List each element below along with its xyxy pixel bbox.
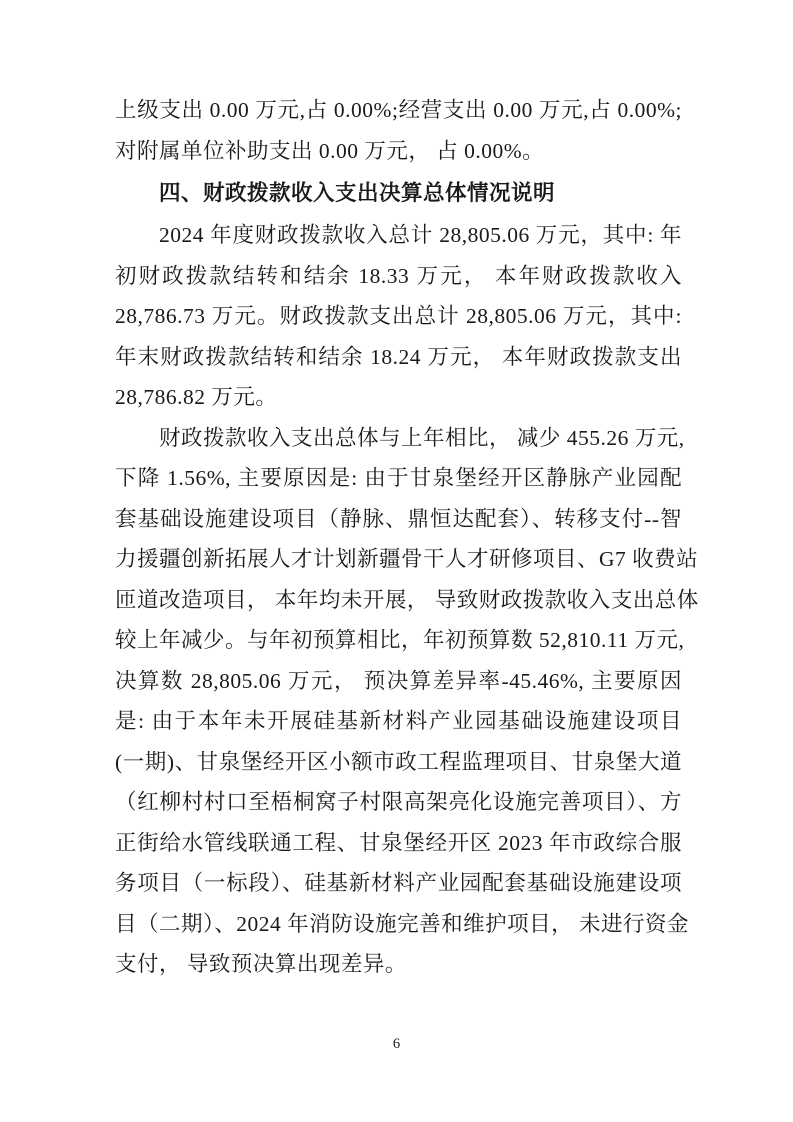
- text-line: 28,786.73 万元。财政拨款支出总计 28,805.06 万元，其中:: [115, 304, 682, 328]
- text-line: 匝道改造项目， 本年均未开展， 导致财政拨款收入支出总体: [115, 587, 699, 612]
- text-line: 套基础设施建设项目（静脉、鼎恒达配套）、转移支付--智: [115, 506, 682, 531]
- text-line: 决算数 28,805.06 万元， 预决算差异率-45.46%, 主要原因: [115, 668, 682, 693]
- text-line: 目（二期）、2024 年消防设施完善和维护项目， 未进行资金: [115, 911, 690, 936]
- text-line: 2024 年度财政拨款收入总计 28,805.06 万元，其中: 年: [159, 223, 682, 247]
- section-heading: 四、财政拨款收入支出决算总体情况说明: [159, 181, 556, 205]
- text-line: 上级支出 0.00 万元,占 0.00%;经营支出 0.00 万元,占 0.00%;: [115, 98, 682, 122]
- page-number: 6: [392, 1036, 401, 1052]
- page-body-text: [115, 90, 699, 985]
- text-line: 是: 由于本年未开展硅基新材料产业园基础设施建设项目: [115, 709, 682, 733]
- text-line: 初财政拨款结转和结余 18.33 万元， 本年财政拨款收入: [115, 263, 682, 288]
- text-line: 较上年减少。与年初预算相比，年初预算数 52,810.11 万元,: [115, 628, 685, 652]
- text-line: 正街给水管线联通工程、甘泉堡经开区 2023 年市政综合服: [115, 830, 682, 855]
- text-line: 务项目（一标段）、硅基新材料产业园配套基础设施建设项: [115, 871, 682, 895]
- text-line: (一期)、甘泉堡经开区小额市政工程监理项目、甘泉堡大道: [115, 749, 682, 774]
- text-line: （红柳村村口至梧桐窝子村限高架亮化设施完善项目）、方: [115, 790, 682, 814]
- text-line: 对附属单位补助支出 0.00 万元， 占 0.00%。: [115, 138, 545, 163]
- text-line: 下降 1.56%, 主要原因是: 由于甘泉堡经开区静脉产业园配: [115, 466, 682, 490]
- text-line: 支付， 导致预决算出现差异。: [115, 952, 407, 976]
- text-line: 力援疆创新拓展人才计划新疆骨干人才研修项目、G7 收费站: [115, 547, 699, 571]
- text-line: 28,786.82 万元。: [115, 385, 278, 409]
- text-line: 年末财政拨款结转和结余 18.24 万元， 本年财政拨款支出: [115, 344, 682, 369]
- text-line: 财政拨款收入支出总体与上年相比， 减少 455.26 万元,: [159, 425, 685, 450]
